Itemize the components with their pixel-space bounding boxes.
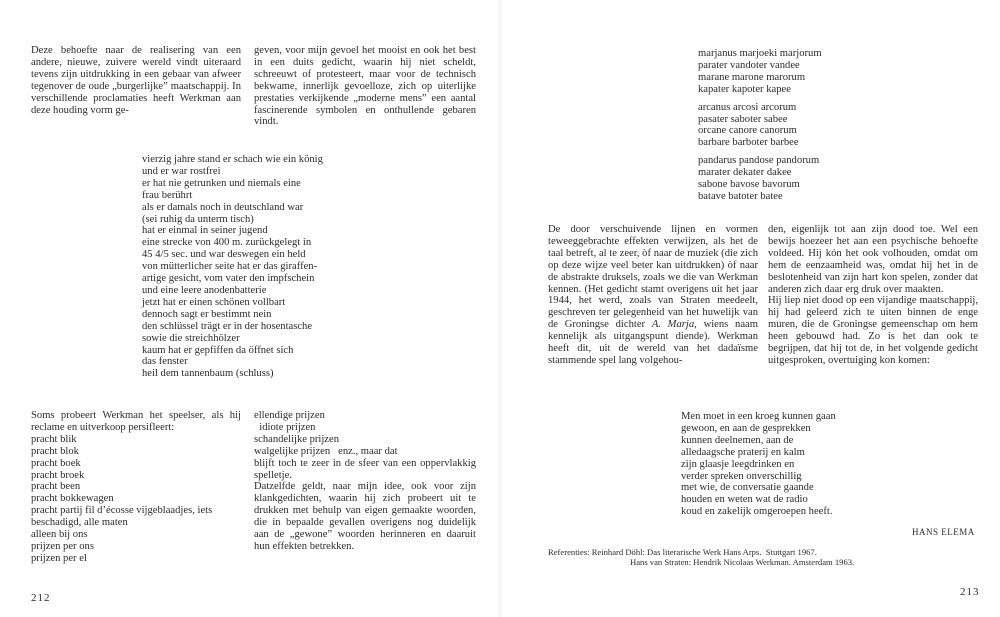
poem-line: orcane canore canorum [698,125,797,137]
dutch-poem [681,411,921,518]
poem-line: marane marone marorum [698,71,806,83]
poem-line: als er damals noch in deutschland war [142,201,304,213]
poem-line: frau berührt [142,189,193,201]
poem-line: houden en weten wat de radio [681,494,808,506]
intro-column-1 [31,45,241,116]
page-number-left: 212 [31,592,51,604]
poem-stanza [698,48,898,96]
right-column-2 [768,224,978,367]
sound-poem [698,48,898,209]
poem-line: barbare barboter barbee [698,137,799,149]
right-column-1 [548,224,758,367]
advert-line: prijzen per el [31,552,87,564]
price-line: ellendige prijzen [254,410,325,421]
poet-name: A. Marja [651,319,695,331]
poem-line: heil dem tannenbaum (schluss) [142,368,274,380]
advert-intro: Soms probeert Werkman het speelser, als hij reclame en uitverkoop persifleert: [31,410,241,433]
language-text-b: , wiens naam kennelijk als uitgangspunt diende). Werkman heeft dit, uit de wereld van het dadaïsme stammende spel lang volgehou- [548,319,758,366]
lower-column-2 [254,410,476,553]
poem-line: artige gesicht, vom vater den impfschein [142,273,315,285]
poem-line: von mütterlicher seite hat er das giraffen- [142,261,318,273]
advert-line: beschadigd, alle maten [31,517,128,529]
advert-line: pracht blok [31,445,79,457]
poem-line: eine strecke von 400 m. zurückgelegt in [142,237,312,249]
poem-line: den schlüssel trägt er in der hosentasche [142,320,313,332]
poem-line: met wie, de conversatie gaande [681,482,814,494]
poem-line: verder spreken onverschillig [681,470,802,482]
poem-line: jetzt hat er einen schönen vollbart [142,296,286,308]
page-number-right: 213 [960,586,980,598]
right-page [500,0,1000,617]
poem-stanza [698,155,898,203]
poem-line: kunnen deelnemen, aan de [681,434,794,446]
society-paragraph: Hij liep niet dood op een vijandige maatschappij, hij had geleerd zich te uiten binnen de enge muren, die de Groningse gemeenschap om hem heen gebouwd had. Zo is het dan ook te begrijpen, dat hij tot de, in het volgende gedicht uitgesproken, overtuiging kon komen: [768,295,978,366]
advert-line: pracht blik [31,433,77,445]
poem-line: kaum hat er gepfiffen da öffnet sich [142,344,294,356]
references [548,547,854,567]
poem-line: arcanus arcosi arcorum [698,101,797,113]
poem-stanza [698,102,898,150]
poem-line: Men moet in een kroeg kunnen gaan [681,411,836,422]
advert-line: alleen bij ons [31,529,88,541]
advert-line: prijzen per ons [31,540,94,552]
poem-line: 45 4/5 sec. und war deswegen ein held [142,249,306,261]
poem-line: zijn glaasje leegdrinken en [681,458,795,470]
price-line: schandelijke prijzen [254,433,340,445]
persistence-paragraph: den, eigenlijk tot aan zijn dood toe. Wel een bewijs hoezeer het aan een psychische behoefte voldeed. Hij kón het ook volhouden, omdat om hem de eenzaamheid was, omdat hij het in de beslotenheid van zijn hart kon spelen, zonder dat anderen zich daar erg druk over maakten. [768,224,978,295]
poem-line: batave batoter batee [698,190,783,202]
price-line: walgelijke prijzen enz., maar dat [254,445,398,457]
advert-line: pracht been [31,481,81,493]
sound-poems-paragraph: Datzelfde geldt, naar mijn idee, ook voor zijn klankgedichten, waarin hij zich probeert uit te drukken met behulp van eigen gemaakte woorden, die in bepaalde gevallen overigens nog duidelijk aan de „gewone” woorden herinneren en daaruit hun effekten betrekken. [254,481,476,552]
advert-line: pracht partij fil d’écosse vijgeblaadjes, iets [31,505,213,517]
lower-column-1 [31,410,241,565]
intro-paragraph-2: geven, voor mijn gevoel het mooist en ook het best in een duits gedicht, waarin hij niet scheldt, schreeuwt of protesteert, maar voor de technisch bekwame, innerlijk gevoelloze, zich op uiterlijke prestaties verkijkende „moderne mens” een aantal fascinerende symbolen en onthullende gebaren vindt. [254,45,476,128]
poem-line: alledaagsche praterij en kalm [681,446,805,458]
poem-line: marjanus marjoeki marjorum [698,48,822,59]
intro-column-2 [254,45,476,128]
advert-line: pracht bokkewagen [31,493,114,505]
advert-line: pracht broek [31,469,85,481]
poem-line: (sei ruhig da unterm tisch) [142,213,254,225]
price-poem [254,410,476,458]
poem-line: und eine leere anodenbatterie [142,284,267,296]
advert-line: pracht boek [31,457,81,469]
reference-item: Hans van Straten: Hendrik Nicolaas Werkman. Amsterdam 1963. [630,557,855,567]
poem-line: das fenster [142,356,188,368]
poem-line: gewoon, en aan de gesprekken [681,422,811,434]
intro-paragraph-1: Deze behoefte naar de realisering van een andere, nieuwe, zuivere wereld vindt uiteraard tevens zijn uitdrukking in een gebaar van afweer tegenover de oude „burgerlijke” maatschappij. In verschillende proclamaties heeft Werkman aan deze houding vorm ge- [31,45,241,116]
price-line: idiote prijzen [254,421,316,433]
references-label: Referenties: [548,547,590,557]
poem-line: hat er einmal in seiner jugend [142,225,268,237]
poem-line: sowie die streichhölzer [142,332,240,344]
poem-line: parater vandoter vandee [698,59,800,71]
poem-line: sabone bavose bavorum [698,179,800,191]
language-paragraph [548,224,758,367]
german-poem [142,154,392,380]
poem-line: pasater saboter sabee [698,113,788,125]
poem-line: er hat nie getrunken und niemals eine [142,177,301,189]
playful-paragraph: blijft toch te zeer in de sfeer van een oppervlakkig spelletje. [254,457,476,481]
poem-line: kapater kapoter kapee [698,83,791,95]
poem-line: pandarus pandose pandorum [698,155,820,167]
poem-line: dennoch sagt er bestimmt nein [142,308,272,320]
author-signature: HANS ELEMA [912,527,975,537]
advert-poem [31,434,241,565]
language-text-a: De door verschuivende lijnen en vormen teweeggebrachte effekten verwijzen, als het de taal betreft, al te zeer, òf naar de muziek (die zich op deze wijze veel beter kan uitdrukken) òf naar de abstrakte druksels, zoals we die van Werkman kennen. (Het gedicht stamt overigens uit het jaar 1944, het werd, zoals van Straten meedeelt, geschreven ter gelegenheid van het huwelijk van de Groningse dichter [548,224,758,331]
reference-item: Reinhard Döhl: Das literarische Werk Hans Arps. Stuttgart 1967. [591,547,817,557]
poem-line: marater dekater dakee [698,167,792,179]
poem-line: vierzig jahre stand er schach wie ein könig [142,154,323,165]
poem-line: und er war rostfrei [142,165,221,177]
poem-line: koud en zakelijk omgeroepen heeft. [681,506,833,518]
